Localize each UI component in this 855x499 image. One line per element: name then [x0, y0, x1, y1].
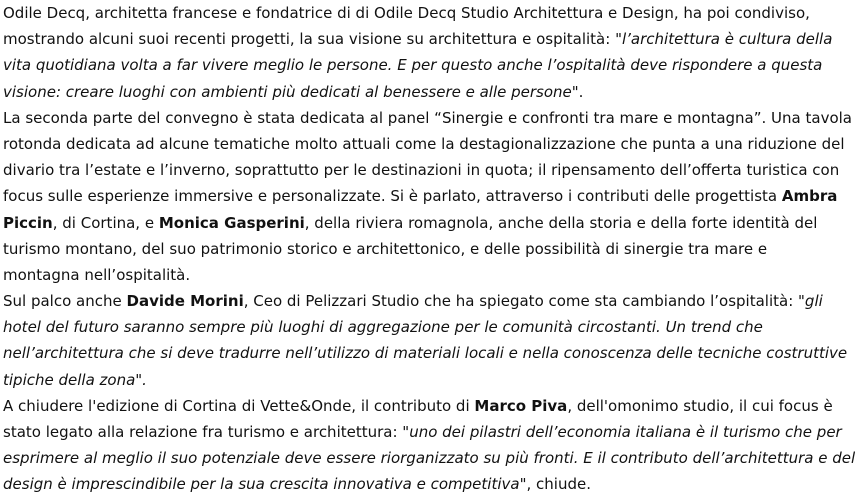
text-line — [3, 236, 768, 262]
text-run: focus sulle esperienze immersive e personalizzate. Si è parlato, attraverso i contributi delle progettista — [3, 187, 782, 206]
quote-text: "gli — [798, 292, 823, 311]
text-line — [3, 79, 703, 105]
text-run: , Ceo di Pelizzari Studio che ha spiegato come sta cambiando l’ospitalità: — [243, 292, 799, 311]
text-line — [3, 105, 852, 131]
text-line — [3, 419, 842, 445]
quote-text: vita quotidiana volta a far vivere meglio le persone. E per questo anche l’ospitalità deve rispondere a questa — [3, 56, 823, 75]
text-run: ". — [571, 82, 584, 101]
text-line — [3, 340, 848, 366]
text-run: A chiudere l'edizione di Cortina di Vette&Onde, il contributo di — [3, 396, 475, 415]
text-line — [3, 183, 838, 209]
text-line — [3, 471, 703, 497]
person-name: Davide Morini — [126, 292, 244, 311]
paragraph-davide-morini — [3, 288, 848, 393]
paragraph-panel-sinergie — [3, 105, 852, 288]
quote-text: esprimere al meglio il suo potenziale deve essere riorganizzato su più fronti. E il contributo dell’architettura e del — [3, 449, 855, 468]
text-line — [3, 393, 833, 419]
text-line — [3, 131, 845, 157]
person-name: Piccin — [3, 213, 53, 232]
quote-text: l’architettura è cultura della — [621, 30, 833, 49]
person-name: Monica Gasperini — [158, 213, 305, 232]
text-run: , dell'omonimo studio, il cui focus è — [567, 396, 833, 415]
text-line — [3, 26, 833, 52]
text-line — [3, 262, 703, 288]
text-line — [3, 367, 703, 393]
text-line — [3, 157, 840, 183]
person-name: Ambra — [781, 187, 838, 206]
text-run: stato legato alla relazione fra turismo e architettura: " — [3, 423, 410, 441]
text-run: , della riviera romagnola, anche della storia e della forte identità del — [304, 213, 818, 232]
text-line — [3, 288, 823, 314]
quote-text: nell’architettura che si deve tradurre nell’utilizzo di materiali locali e nella conoscenza delle tecniche costruttive — [3, 344, 848, 363]
text-line — [3, 445, 855, 471]
text-line — [3, 52, 823, 78]
article-body — [3, 0, 855, 498]
person-name: Marco Piva — [474, 396, 568, 415]
text-run: turismo montano, del suo patrimonio storico e architettonico, e delle possibilità di sinergie tra mare e — [3, 239, 768, 258]
text-run: divario tra l’estate e l’inverno, soprattutto per le destinazioni in quota; il ripensamento dell’offerta turistica con — [3, 161, 840, 180]
text-line — [3, 314, 763, 340]
text-run: La seconda parte del convegno è stata dedicata al panel “Sinergie e confronti tra mare e montagna”. Una tavola — [3, 108, 852, 127]
text-run: rotonda dedicata ad alcune tematiche molto attuali come la destagionalizzazione che punta a una riduzione del — [3, 134, 845, 153]
quote-text: visione: creare luoghi con ambienti più dedicati al benessere e alle persone — [3, 82, 572, 101]
text-run: montagna nell’ospitalità. — [3, 265, 191, 284]
text-run: mostrando alcuni suoi recenti progetti, la sua visione su architettura e ospitalità: " — [3, 30, 622, 49]
text-line — [3, 210, 818, 236]
text-run: , chiude. — [526, 475, 591, 494]
quote-text: design è imprescindibile per la sua crescita innovativa e competitiva" — [3, 475, 527, 494]
text-line — [3, 0, 810, 26]
quote-text: hotel del futuro saranno sempre più luoghi di aggregazione per le comunità circostanti. Un trend che — [3, 318, 763, 337]
paragraph-marco-piva — [3, 393, 855, 498]
text-run: Odile Decq, architetta francese e fondatrice di di Odile Decq Studio Architettura e Design, ha poi condiviso, — [3, 4, 810, 22]
text-run: , di Cortina, e — [52, 213, 159, 232]
quote-text: tipiche della zona". — [3, 370, 147, 389]
text-run: Sul palco anche — [3, 292, 127, 311]
paragraph-odile-decq — [3, 0, 833, 105]
quote-text: uno dei pilastri dell’economia italiana è il turismo che per — [409, 423, 842, 441]
